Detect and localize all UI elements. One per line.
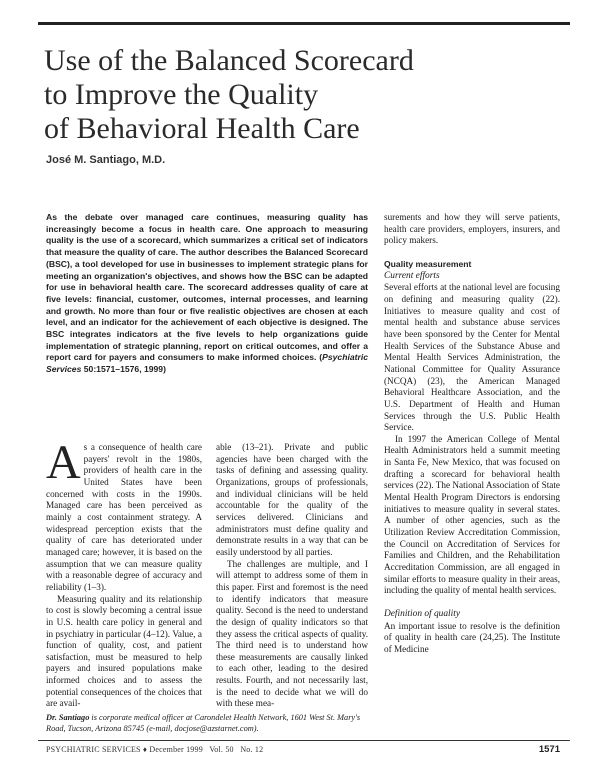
author-footnote bbox=[46, 712, 368, 734]
footer-rule bbox=[38, 740, 570, 741]
subsection-heading: Definition of quality bbox=[384, 609, 461, 619]
abstract-journal: Psychiatric Services bbox=[46, 352, 368, 375]
top-rule bbox=[38, 22, 570, 25]
paragraph: Measuring quality and its relationship to cost is slowly becoming a central issue in U.S. health care policy in general and in psychiatry in particular (4–12). Value, a function of quality, cost, and patient satisfaction, must be measured to help payers and insured populations make informed choices and to assess the potential consequences of the choices that are avail- bbox=[46, 593, 202, 709]
paragraph-text: s a consequence of health care payers' revolt in the 1980s, providers of health care in the United States have been concerned with costs in the 1990s. Managed care has been perceived as mainly a cost containment strategy. A widespread perception exists that the quality of care has deteriorated under managed care; however, it is based on the assumption that we can measure quality with a reasonable degree of accuracy and reliability (1–3). bbox=[46, 442, 202, 592]
paragraph: An important issue to resolve is the definition of quality in health care (24,25). The Institute of Medicine bbox=[384, 620, 560, 654]
title-line-1: Use of the Balanced Scorecard bbox=[44, 44, 414, 77]
paragraph: able (13–21). Private and public agencies have been charged with the tasks of defining and assessing quality. Organizations, groups of professionals, and individual clinicians will be held accountable for the quality of the services delivered. Clinicians and administrators must define quality and demonstrate results in a way that can be easily understood by all parties. bbox=[216, 442, 368, 557]
body-column-2 bbox=[216, 442, 368, 710]
abstract bbox=[46, 212, 368, 376]
drop-cap: A bbox=[46, 436, 81, 489]
paragraph: surements and how they will serve patients, health care providers, employers, insurers, and policy makers. bbox=[384, 212, 560, 246]
paragraph bbox=[46, 436, 202, 594]
author-byline: José M. Santiago, M.D. bbox=[46, 154, 166, 166]
page-number: 1571 bbox=[538, 744, 560, 755]
footer-issue: December 1999 Vol. 50 No. 12 bbox=[149, 745, 264, 754]
paragraph: Several efforts at the national level are focusing on defining and measuring quality (22). Initiatives to measure quality and cost of mental health and substance abuse services have been sponsored by the Center for Mental Health Services of the Substance Abuse and Mental Health Services Administration, the National Committee for Quality Assurance (NCQA) (23), the American Managed Behavioral Healthcare Association, and the U.S. Department of Health and Human Services through the U.S. Public Health Service. bbox=[384, 282, 560, 433]
article-title bbox=[44, 44, 564, 146]
diamond-icon: ♦ bbox=[142, 745, 148, 754]
abstract-text: As the debate over managed care continues, measuring quality has increasingly become a focus in health care. One approach to measuring quality is the use of a scorecard, which summarizes a critical set of indicators that measure the quality of care. The author describes the Balanced Scorecard (BSC), a tool developed for use in businesses to implement strategic plans for meeting an organization's objectives, and shows how the BSC can be adapted for use in behavioral health care. The scorecard addresses quality of care at five levels: financial, customer, outcomes, internal processes, and learning and growth. No more than four or five realistic objectives are chosen at each level, and an indicator for the achievement of each objective is designed. The BSC integrates indicators at the five levels to help organizations guide implementation of strategic planning, report on critical outcomes, and offer a report card for payers and consumers to make informed choices. ( bbox=[46, 212, 368, 363]
footnote-name: Dr. Santiago bbox=[46, 713, 90, 722]
subsection-heading: Current efforts bbox=[384, 270, 440, 281]
paragraph: In 1997 the American College of Mental Health Administrators held a summit meeting in Santa Fe, New Mexico, that was focused on drafting a scorecard for behavioral health services (22). The National Association of State Mental Health Program Directors is endorsing initiatives to measure quality in several states. A number of other agencies, such as the Utilization Review Accreditation Commission, the Council on Accreditation of Services for Families and Children, and the Rehabilitation Accreditation Commission, are all engaged in similar efforts to measure quality in their areas, including the quality of mental health services. bbox=[384, 433, 560, 596]
paragraph: The challenges are multiple, and I will attempt to address some of them in this paper. First and foremost is the need to identify indicators that measure quality. Second is the need to understand the design of quality indicators so that they assess the critical aspects of quality. The third need is to understand how these measurements are causally linked to each other, leading to the desired results. Fourth, and not necessarily last, is the need to decide what we will do with these mea- bbox=[216, 558, 368, 709]
title-line-2: to Improve the Quality bbox=[44, 78, 319, 111]
footer-journal: PSYCHIATRIC SERVICES bbox=[46, 745, 141, 754]
body-column-3 bbox=[384, 212, 560, 656]
abstract-citation: 50:1571–1576, 1999) bbox=[81, 364, 166, 375]
body-column-1 bbox=[46, 436, 202, 710]
footnote-text: is corporate medical officer at Carondelet Health Network, 1601 West St. Mary's Road, Tucson, Arizona 85745 (e-mail, docjose@azstarnet.com). bbox=[46, 713, 361, 733]
title-line-3: of Behavioral Health Care bbox=[44, 112, 360, 145]
section-heading: Quality measurement bbox=[384, 258, 472, 269]
running-footer bbox=[46, 745, 263, 754]
